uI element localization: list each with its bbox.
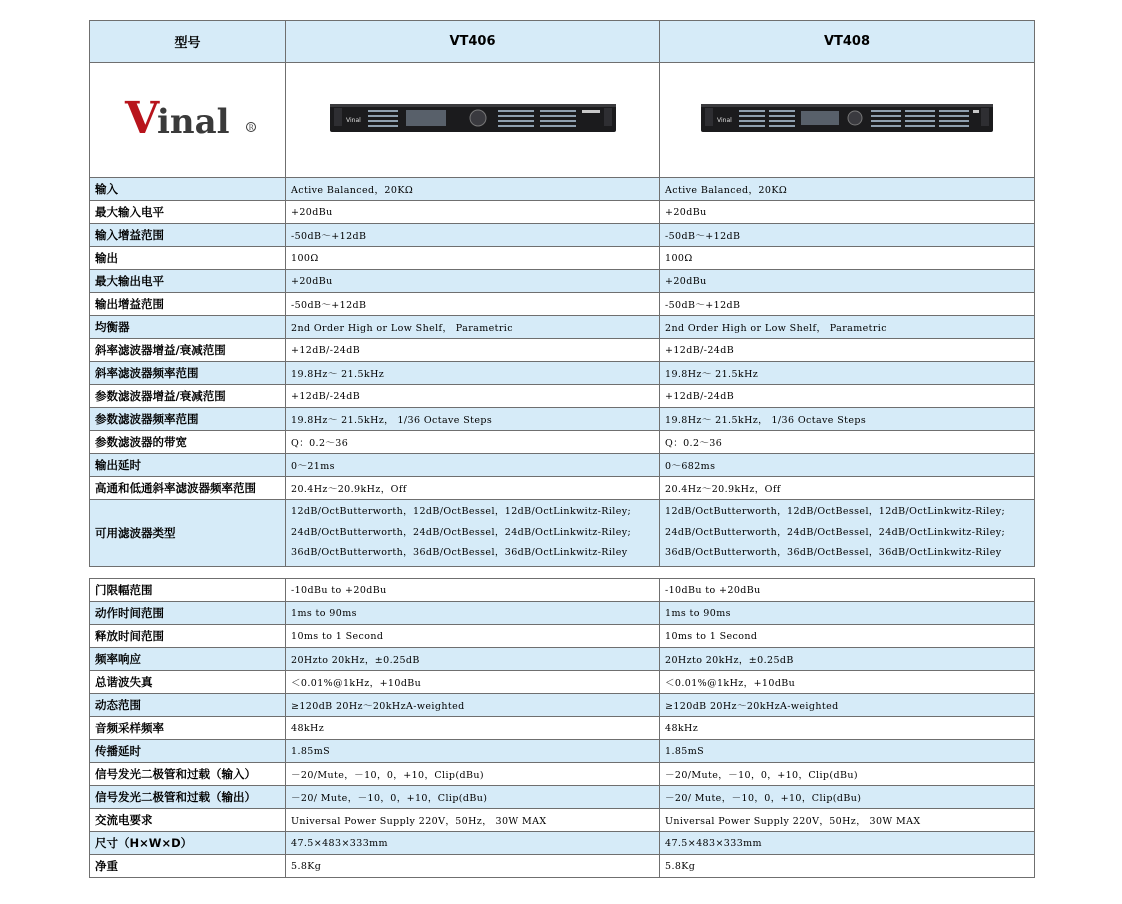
vt408-value: 19.8Hz～ 21.5kHz， 1/36 Octave Steps — [660, 408, 1035, 431]
vt408-value: ≥120dB 20Hz～20kHzA-weighted — [660, 694, 1035, 717]
spec-label: 可用滤波器类型 — [90, 500, 286, 567]
vt406-value: －20/ Mute，－10，0，+10，Clip(dBu) — [286, 786, 660, 809]
vt408-value: 20.4Hz～20.9kHz，Off — [660, 477, 1035, 500]
spec-row-12 — [90, 454, 1035, 477]
vt408-value: 1.85mS — [660, 740, 1035, 763]
vt406-value: ≥120dB 20Hz～20kHzA-weighted — [286, 694, 660, 717]
vt406-value: 20Hzto 20kHz，±0.25dB — [286, 648, 660, 671]
spec-label: 输出 — [90, 247, 286, 270]
spec-label: 输出增益范围 — [90, 293, 286, 316]
logo-v: V — [124, 93, 159, 143]
vt406-value: +12dB/-24dB — [286, 385, 660, 408]
filter-type-line: 12dB/OctButterworth，12dB/OctBessel，12dB/OctLinkwitz-Riley; — [665, 506, 1006, 518]
vt406-value: Active Balanced，20KΩ — [286, 178, 660, 201]
spec-label: 动作时间范围 — [90, 602, 286, 625]
spec-label: 信号发光二极管和过载（输出） — [90, 786, 286, 809]
brand-logo-cell — [90, 63, 286, 178]
spec-row-13 — [90, 477, 1035, 500]
logo-rest: inal — [156, 102, 230, 142]
vt406-value: 0～21ms — [286, 454, 660, 477]
spec-label: 参数滤波器的带宽 — [90, 431, 286, 454]
spec-row-104 — [90, 671, 1035, 694]
filter-type-line: 24dB/OctButterworth，24dB/OctBessel，24dB/OctLinkwitz-Riley; — [665, 526, 1006, 538]
spec-row-6 — [90, 316, 1035, 339]
vt408-value: 19.8Hz～ 21.5kHz — [660, 362, 1035, 385]
header-model-label: 型号 — [90, 21, 286, 63]
spec-label: 输出延时 — [90, 454, 286, 477]
spec-row-0 — [90, 178, 1035, 201]
vt408-value: ＜0.01%@1kHz，+10dBu — [660, 671, 1035, 694]
vt408-value: 100Ω — [660, 247, 1035, 270]
vt406-value: 1ms to 90ms — [286, 602, 660, 625]
vt408-value: -50dB～+12dB — [660, 293, 1035, 316]
spec-row-2 — [90, 224, 1035, 247]
spec-label: 高通和低通斜率滤波器频率范围 — [90, 477, 286, 500]
vt406-value: +20dBu — [286, 201, 660, 224]
vt406-value: 5.8Kg — [286, 855, 660, 878]
filter-type-line: 12dB/OctButterworth，12dB/OctBessel，12dB/OctLinkwitz-Riley; — [291, 506, 632, 518]
vt408-value: Q：0.2～36 — [660, 431, 1035, 454]
spec-label: 音频采样频率 — [90, 717, 286, 740]
vt406-value: -10dBu to +20dBu — [286, 579, 660, 602]
vt408-value: +20dBu — [660, 201, 1035, 224]
spec-row-4 — [90, 270, 1035, 293]
vt408-image-cell — [660, 63, 1035, 178]
spec-row-9 — [90, 385, 1035, 408]
spec-label: 均衡器 — [90, 316, 286, 339]
vt408-value: 1ms to 90ms — [660, 602, 1035, 625]
vt406-value: 10ms to 1 Second — [286, 625, 660, 648]
spec-row-107 — [90, 740, 1035, 763]
vt406-value: 1.85mS — [286, 740, 660, 763]
device-brand-mark: Vinal — [345, 117, 361, 124]
spec-row-5 — [90, 293, 1035, 316]
spec-label: 总谐波失真 — [90, 671, 286, 694]
vt406-value: －20/Mute，－10，0，+10，Clip(dBu) — [286, 763, 660, 786]
spec-row-102 — [90, 625, 1035, 648]
vt408-value: －20/Mute，－10，0，+10，Clip(dBu) — [660, 763, 1035, 786]
vinal-logo — [113, 93, 263, 143]
vt408-value: －20/ Mute，－10，0，+10，Clip(dBu) — [660, 786, 1035, 809]
spec-label: 输入 — [90, 178, 286, 201]
header-vt406: VT406 — [286, 21, 660, 63]
vt408-value: 10ms to 1 Second — [660, 625, 1035, 648]
vt408-value: -10dBu to +20dBu — [660, 579, 1035, 602]
header-row — [90, 21, 1035, 63]
vt406-value: Universal Power Supply 220V，50Hz， 30W MAX — [286, 809, 660, 832]
spec-label: 斜率滤波器增益/衰减范围 — [90, 339, 286, 362]
header-vt408: VT408 — [660, 21, 1035, 63]
vt406-value: 19.8Hz～ 21.5kHz， 1/36 Octave Steps — [286, 408, 660, 431]
spec-label: 输入增益范围 — [90, 224, 286, 247]
vt406-value: 48kHz — [286, 717, 660, 740]
spec-row-10 — [90, 408, 1035, 431]
filter-type-line: 24dB/OctButterworth，24dB/OctBessel，24dB/OctLinkwitz-Riley; — [291, 526, 632, 538]
vt408-value: Universal Power Supply 220V，50Hz， 30W MAX — [660, 809, 1035, 832]
spec-label: 门限幅范围 — [90, 579, 286, 602]
spec-row-110 — [90, 809, 1035, 832]
spec-label: 动态范围 — [90, 694, 286, 717]
vt408-value: -50dB～+12dB — [660, 224, 1035, 247]
spec-row-112 — [90, 855, 1035, 878]
spec-row-1 — [90, 201, 1035, 224]
spec-row-100 — [90, 579, 1035, 602]
spec-row-109 — [90, 786, 1035, 809]
spec-label: 参数滤波器频率范围 — [90, 408, 286, 431]
spec-label: 传播延时 — [90, 740, 286, 763]
spec-table-bottom — [89, 578, 1035, 878]
vt406-device-image — [328, 98, 618, 138]
filter-type-line: 36dB/OctButterworth，36dB/OctBessel，36dB/OctLinkwitz-Riley — [291, 547, 628, 559]
vt408-value: 20Hzto 20kHz，±0.25dB — [660, 648, 1035, 671]
spec-row-8 — [90, 362, 1035, 385]
spec-row-106 — [90, 717, 1035, 740]
vt406-value: +20dBu — [286, 270, 660, 293]
vt408-value: +12dB/-24dB — [660, 339, 1035, 362]
vt406-image-cell — [286, 63, 660, 178]
spec-label: 参数滤波器增益/衰减范围 — [90, 385, 286, 408]
vt408-value: 2nd Order High or Low Shelf， Parametric — [660, 316, 1035, 339]
vt408-value: +12dB/-24dB — [660, 385, 1035, 408]
vt408-value: Active Balanced，20KΩ — [660, 178, 1035, 201]
vt406-value: +12dB/-24dB — [286, 339, 660, 362]
vt406-value: 19.8Hz～ 21.5kHz — [286, 362, 660, 385]
registered-mark-r: R — [248, 123, 254, 132]
spec-row-filter-types — [90, 500, 1035, 567]
spec-row-7 — [90, 339, 1035, 362]
spec-label: 频率响应 — [90, 648, 286, 671]
vt406-value: 2nd Order High or Low Shelf， Parametric — [286, 316, 660, 339]
vt408-value — [660, 500, 1035, 567]
spec-row-3 — [90, 247, 1035, 270]
spec-row-108 — [90, 763, 1035, 786]
spec-row-111 — [90, 832, 1035, 855]
vt408-value: 47.5×483×333mm — [660, 832, 1035, 855]
vt406-value: -50dB～+12dB — [286, 293, 660, 316]
spec-row-11 — [90, 431, 1035, 454]
spec-label: 交流电要求 — [90, 809, 286, 832]
vt406-value — [286, 500, 660, 567]
device-brand-mark: Vinal — [717, 117, 732, 124]
spec-label: 净重 — [90, 855, 286, 878]
vt406-value: ＜0.01%@1kHz，+10dBu — [286, 671, 660, 694]
vt408-value: +20dBu — [660, 270, 1035, 293]
spec-label: 释放时间范围 — [90, 625, 286, 648]
spec-table-top — [89, 20, 1035, 567]
vt406-value: 100Ω — [286, 247, 660, 270]
filter-type-line: 36dB/OctButterworth，36dB/OctBessel，36dB/OctLinkwitz-Riley — [665, 547, 1002, 559]
spec-label: 尺寸（H×W×D） — [90, 832, 286, 855]
spec-label: 最大输入电平 — [90, 201, 286, 224]
vt406-value: -50dB～+12dB — [286, 224, 660, 247]
spec-row-105 — [90, 694, 1035, 717]
spec-label: 信号发光二极管和过载（输入） — [90, 763, 286, 786]
vt408-value: 48kHz — [660, 717, 1035, 740]
vt406-value: Q：0.2～36 — [286, 431, 660, 454]
vt408-value: 5.8Kg — [660, 855, 1035, 878]
spec-label: 斜率滤波器频率范围 — [90, 362, 286, 385]
spec-row-101 — [90, 602, 1035, 625]
spec-row-103 — [90, 648, 1035, 671]
vt406-value: 47.5×483×333mm — [286, 832, 660, 855]
image-row — [90, 63, 1035, 178]
vt408-value: 0～682ms — [660, 454, 1035, 477]
vt408-device-image — [699, 98, 995, 138]
spec-label: 最大输出电平 — [90, 270, 286, 293]
vt406-value: 20.4Hz～20.9kHz，Off — [286, 477, 660, 500]
